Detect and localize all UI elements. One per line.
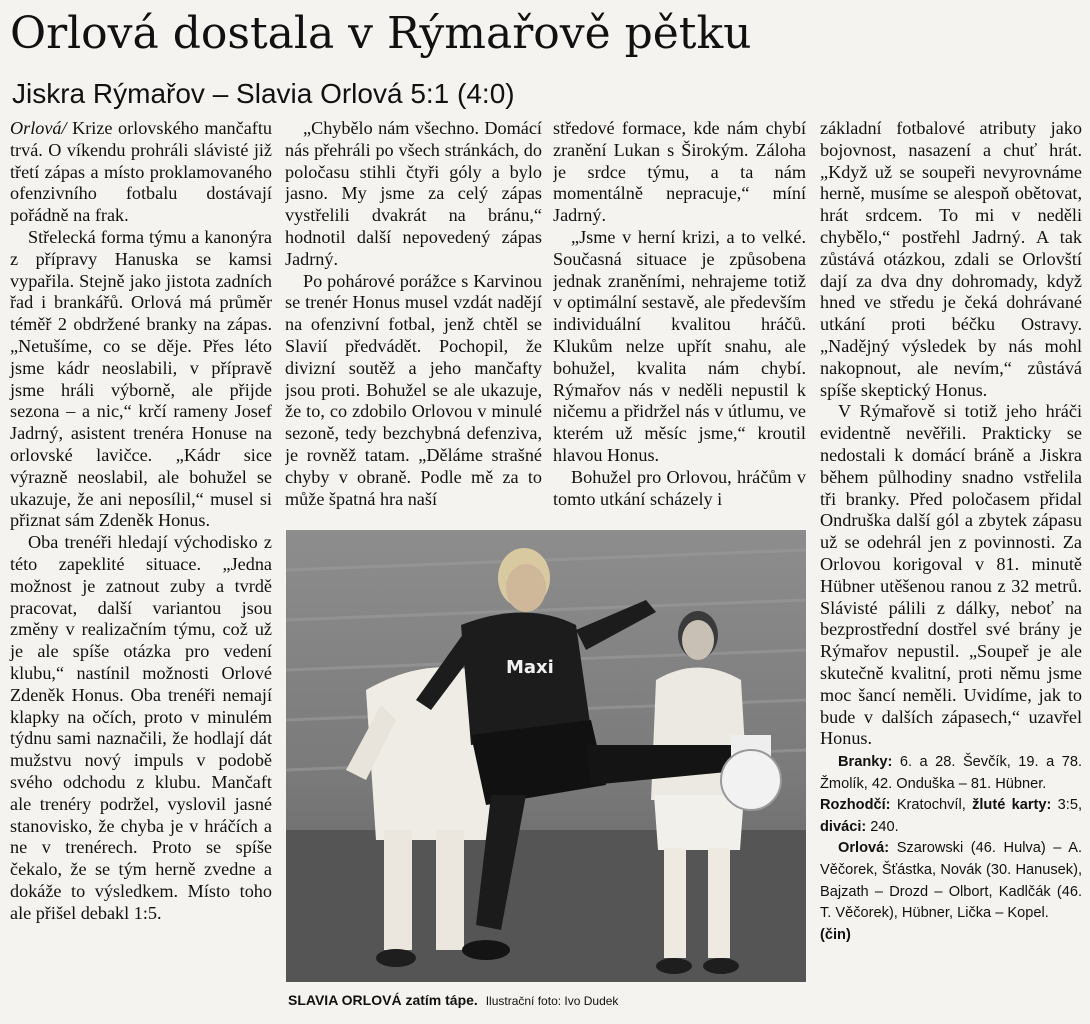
match-facts — [820, 752, 1082, 946]
paragraph: základní fotbalové atributy jako bojovnost, nasazení a chuť hrát. „Když už se soupeři nevyrovnáme herně, musíme se alespoň obětovat, hrát srdcem. To mi v neděli chybělo,“ postřehl Jadrný. A tak zůstává otázkou, zdali se Orlovští dají za dva dny dohromady, když hned ve středu je čeká dohrávané utkání proti béčku Ostravy. „Nadějný výsledek by nás mohl nakopnout, ale nevím,“ zůstává spíše skeptický Honus. — [820, 118, 1082, 400]
paragraph: Po pohárové porážce s Karvinou se trenér Honus musel vzdát nadějí na ofenzivní fotbal, jenž chtěl se Slavií předvádět. Pochopil, že divizní soutěž a jeho mančafty jsou proti. Bohužel se ale ukazuje, že to, co zdobilo Orlovou v minulé sezoně, tedy bezchybná defenziva, je rovněž tatam. „Děláme strašné chyby v obraně. Podle mě za to může špatná hra naší — [285, 270, 542, 509]
paragraph: Oba trenéři hledají východisko z této zapeklité situace. „Jedna možnost je zatnout zuby a tvrdě pracovat, další variantou jsou změny v realizačním týmu, což už je ale spíše otázka pro vedení klubu,“ nastínil možnosti Orlové Zdeněk Honus. Oba trenéři nemají klapky na očích, proto v minulém týdnu sami naznačili, že hodlají dát mužstvu nový impuls v podobě svého odchodu z klubu. Mančaft ale trenéry podržel, vyslovil jasné stanovisko, že chyba je v hráčích a ne v trenérech. Proto se spíše čekalo, že se tým herně zvedne a dokáže to výsledkem. Místo toho ale přišel debakl 1:5. — [10, 532, 272, 923]
lineup-line: Orlová: Szarowski (46. Hulva) – A. Věčorek, Šťástka, Novák (30. Hanusek), Bajzath – Drozd – Olbort, Kadlčák (46. T. Věčorek), Hübner, Lička – Kopel. — [820, 840, 1082, 922]
photo-illustration — [286, 530, 806, 982]
paragraph: Orlová/ Krize orlovského mančaftu trvá. O víkendu prohráli slávisté již třetí zápas a místo proklamovaného ofenzivního fotbalu dostávají pořádně na frak. — [10, 118, 273, 226]
paragraph: V Rýmařově si totiž jeho hráči evidentně nevěřili. Prakticky se nedostali k domácí bráně a Jiskra během půlhodiny snadno vstřelila tři branky. Před poločasem přidal Ondruška další gól a zbytek zápasu už se odehrál jen z povinnosti. Za Orlovou korigoval v 81. minutě Hübner utěšenou ranou z 32 metrů. Slávisté pálili z dálky, neboť na bezprostřední dostřel své brány je Rýmařov nepustil. „Soupeř je ale skutečně kvalitní, proti němu jsme moc šancí neměli. Uvidíme, jak to bude v dalších zápasech,“ uzavřel Honus. — [820, 401, 1082, 749]
paragraph: „Jsme v herní krizi, a to velké. Současná situace je způsobena jednak zraněními, nehrajeme totiž v optimální sestavě, ale především individuální kvalitou hráčů. Klukům nelze upřít snahu, ale bohužel, kvalita nám chybí. Rýmařov nás v neděli nepustil k ničemu a přidržel nás v útlumu, ve kterém už měsíc jsme,“ kroutil hlavou Honus. — [553, 226, 806, 465]
subheadline: Jiskra Rýmařov – Slavia Orlová 5:1 (4:0) — [12, 78, 515, 109]
headline: Orlová dostala v Rýmařově pětku — [10, 8, 752, 59]
match-photo — [286, 530, 806, 982]
paragraph: Střelecká forma týmu a kanonýra z přípravy Hanuska se kamsi vypařila. Stejně jako jistota zadních řad i brankářů. Orlová má průměr téměř 2 obdržené branky na zápas. „Netušíme, co se děje. Přes léto jsme kádr neoslabili, v přípravě jsme hráli výborně, ale přijde sezona – a nic,“ krčí rameny Josef Jadrný, asistent trenéra Honuse na orlovské lavičce. „Kádr sice výrazně neoslabil, ale bohužel se ukazuje, že ani neposílil,“ musel si přiznat sám Zdeněk Honus. — [10, 226, 272, 531]
jersey-logo: Maxi — [506, 657, 554, 678]
goals-line: Branky: 6. a 28. Ševčík, 19. a 78. Žmolík, 42. Onduška – 81. Hübner. — [820, 754, 1082, 792]
paragraph: „Chybělo nám všechno. Domácí nás přehráli po všech stránkách, do poločasu stihli čtyři góly a bylo jasno. My jsme za celý zápas vystřelili dvakrát na bránu,“ hodnotil další nepovedený zápas Jadrný. — [285, 118, 542, 269]
caption-credit: Ilustrační foto: Ivo Dudek — [485, 994, 619, 1008]
article-column-1 — [10, 118, 272, 1018]
photo-caption — [288, 990, 808, 1011]
football — [721, 750, 781, 810]
dateline: Orlová/ — [10, 118, 67, 138]
paragraph: středové formace, kde nám chybí zranění Lukan s Širokým. Záloha je srdce týmu, a ta nám momentálně nepracuje,“ míní Jadrný. — [553, 118, 806, 226]
author-signature: (čin) — [820, 926, 851, 943]
officials-line: Rozhodčí: Kratochvíl, žluté karty: 3:5, diváci: 240. — [820, 797, 1082, 835]
article-column-2 — [285, 118, 542, 526]
article-column-3 — [553, 118, 806, 526]
paragraph: Bohužel pro Orlovou, hráčům v tomto utkání scházely i — [553, 466, 806, 509]
caption-main: SLAVIA ORLOVÁ zatím tápe. — [288, 992, 478, 1008]
article-column-4 — [820, 118, 1082, 1018]
